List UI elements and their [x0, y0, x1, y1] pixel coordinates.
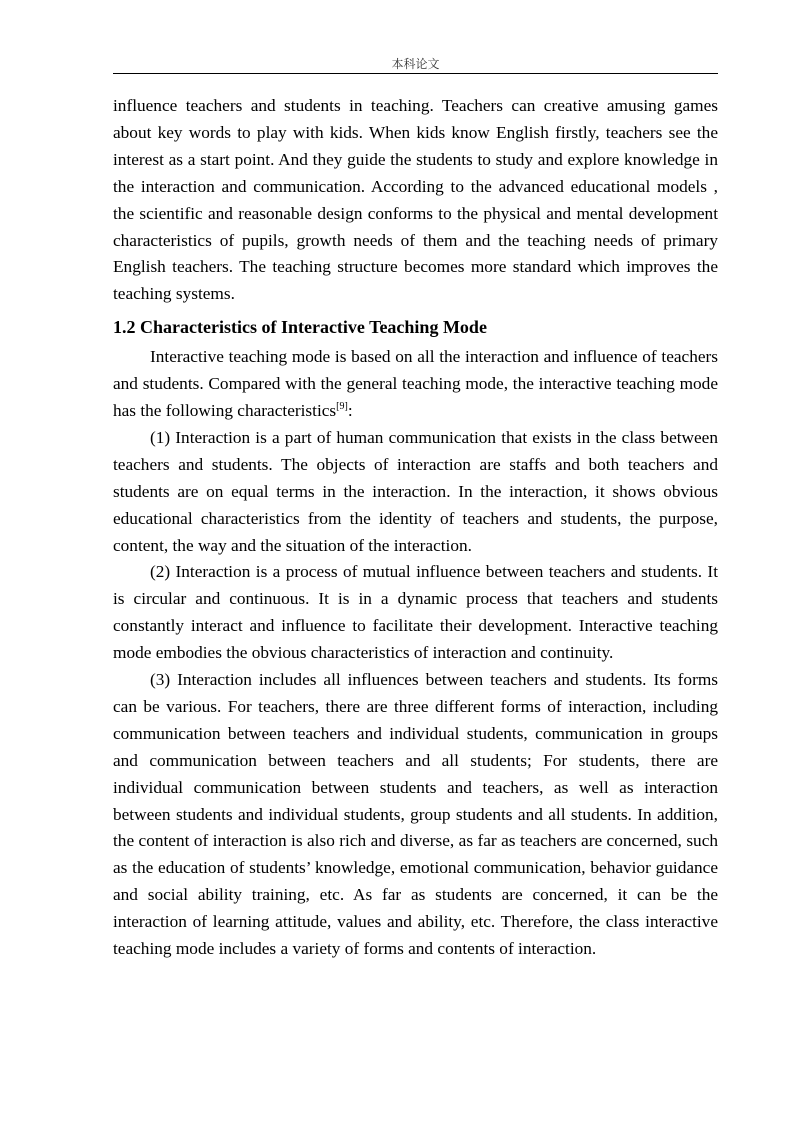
characteristic-point-1: (1) Interaction is a part of human communication that exists in the class between teachers and students. The objects of interaction are staffs and both teachers and students are on equal terms in the interaction. In the interaction, it shows obvious educational characteristics from the identity of teachers and students, the purpose, content, the way and the situation of the interaction. — [113, 427, 718, 555]
section-heading: 1.2 Characteristics of Interactive Teaching Mode — [113, 317, 487, 338]
running-header: 本科论文 — [391, 57, 440, 71]
header-rule — [113, 73, 718, 74]
definition-text: Interactive teaching mode is based on all the interaction and influence of teachers and students. Compared with the general teaching mode, the interactive teaching mode has the following characteristics — [113, 347, 718, 420]
paragraph-intro: influence teachers and students in teaching. Teachers can creative amusing games about key words to play with kids. When kids know English firstly, teachers see the interest as a start point. And they guide the students to study and explore knowledge in the interaction and communication. According to the advanced educational models , the scientific and reasonable design conforms to the physical and mental development characteristics of pupils, growth needs of them and the teaching needs of primary English teachers. The teaching structure becomes more standard which improves the teaching systems. — [113, 96, 718, 304]
characteristic-point-3: (3) Interaction includes all influences between teachers and students. Its forms can be various. For teachers, there are three different forms of interaction, including communication between teachers and individual students, communication in groups and communication between teachers and all students; For students, there are individual communication between students and teachers, as well as interaction between students and individual students, group students and all students. In addition, the content of interaction is also rich and diverse, as far as teachers are concerned, such as the education of students’ knowledge, emotional communication, behavior guidance and social ability training, etc. As far as students are concerned, it can be the interaction of learning attitude, values and ability, etc. Therefore, the class interactive teaching mode includes a variety of forms and contents of interaction. — [113, 670, 718, 959]
characteristic-point-2: (2) Interaction is a process of mutual influence between teachers and students. It is circular and continuous. It is in a dynamic process that teachers and students constantly interact and influence to facilitate their development. Interactive teaching mode embodies the obvious characteristics of interaction and continuity. — [113, 562, 718, 663]
definition-colon: : — [347, 400, 353, 420]
paragraph-definition — [113, 344, 718, 425]
page-body — [113, 93, 718, 963]
citation-marker: [9] — [336, 400, 348, 412]
